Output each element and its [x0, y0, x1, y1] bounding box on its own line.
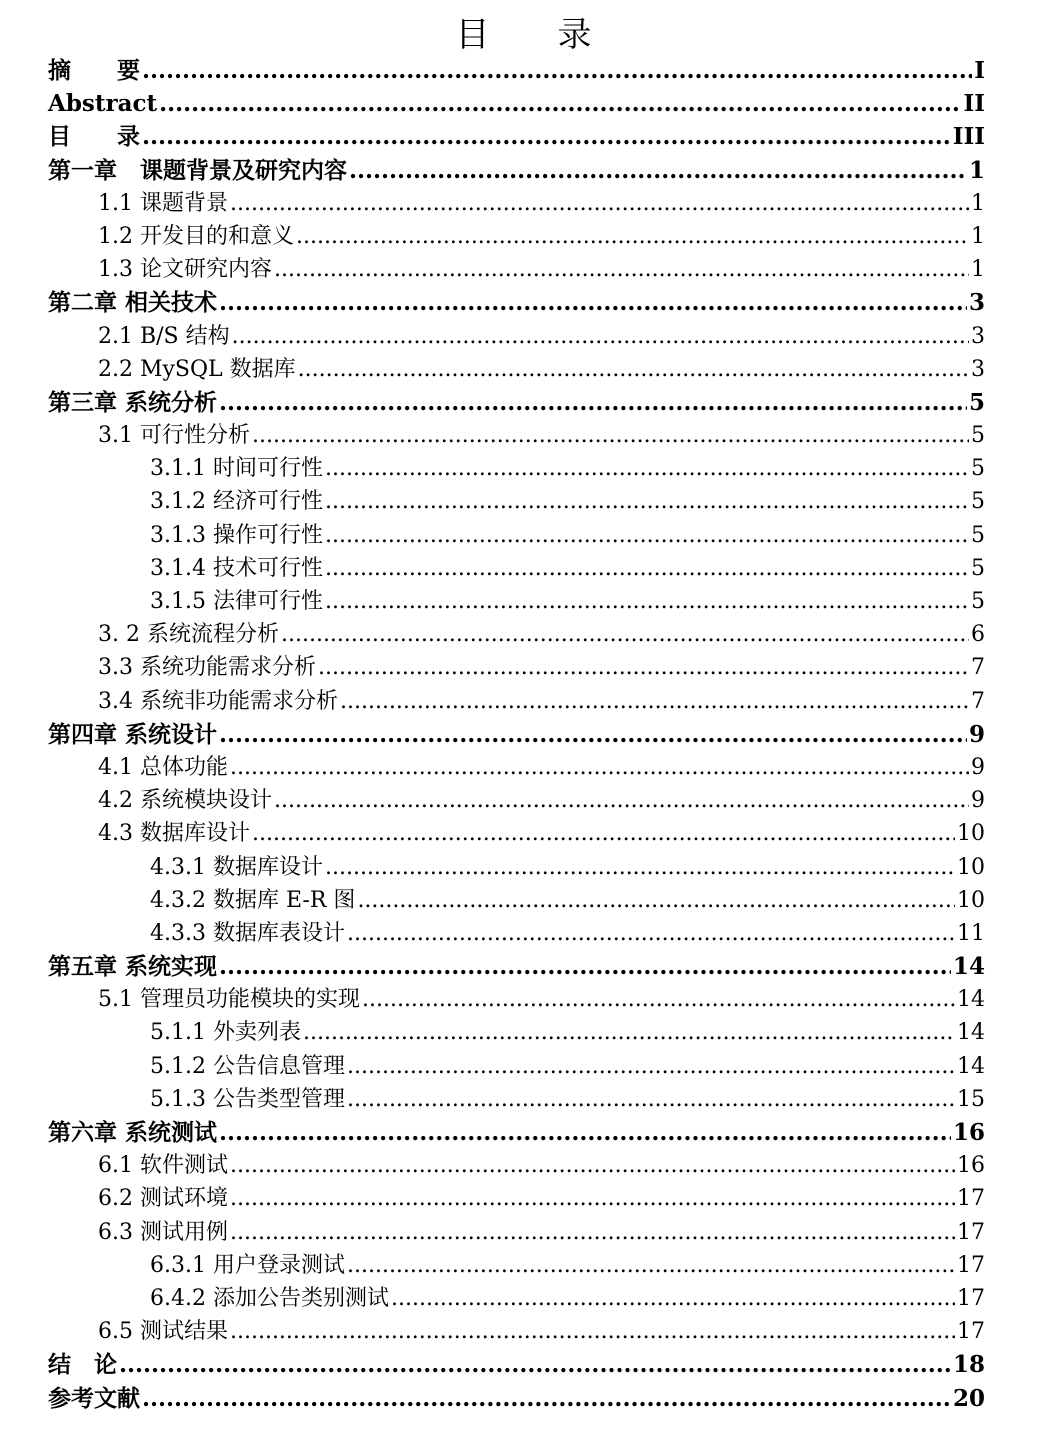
toc-entry-page-number: 1	[968, 156, 985, 184]
toc-leader-dots	[281, 618, 969, 651]
toc-entry-label: 2.1 B/S 结构	[98, 323, 230, 349]
toc-entry-label: 3. 2 系统流程分析	[98, 622, 279, 648]
toc-leader-dots	[252, 419, 969, 452]
toc-entry-label: 参考文献	[48, 1384, 140, 1412]
toc-entry-label: 摘 要	[48, 57, 140, 84]
toc-entry-label: 1.3 论文研究内容	[98, 257, 272, 283]
toc-entry[interactable]	[48, 54, 985, 87]
toc-entry-page-number: 1	[971, 257, 985, 283]
toc-entry-page-number: 14	[957, 987, 985, 1013]
toc-entry-label: 4.3.1 数据库设计	[150, 854, 323, 880]
toc-entry-label: 3.1.2 经济可行性	[150, 489, 323, 515]
toc-entry-label: 第四章 系统设计	[48, 720, 218, 748]
toc-leader-dots	[391, 1282, 955, 1315]
toc-entry[interactable]	[48, 651, 985, 684]
toc-entry[interactable]	[48, 1182, 985, 1215]
table-of-contents	[48, 54, 985, 1415]
toc-entry-page-number: 16	[952, 1119, 985, 1146]
toc-entry-page-number: 18	[952, 1351, 985, 1379]
toc-entry-label: 6.2 测试环境	[98, 1186, 228, 1212]
toc-leader-dots	[159, 87, 961, 120]
toc-entry[interactable]	[48, 851, 985, 884]
toc-entry-label: 6.1 软件测试	[98, 1153, 228, 1179]
toc-entry-label: 第二章 相关技术	[48, 289, 218, 317]
toc-entry-page-number: 1	[971, 223, 985, 249]
toc-leader-dots	[252, 817, 955, 850]
toc-entry-label: 5.1 管理员功能模块的实现	[98, 987, 360, 1013]
toc-entry-page-number: 5	[971, 522, 985, 548]
toc-entry-label: 1.2 开发目的和意义	[98, 223, 294, 249]
toc-entry-page-number: 9	[971, 788, 985, 814]
toc-entry[interactable]	[48, 1050, 985, 1083]
toc-entry[interactable]	[48, 1382, 985, 1415]
toc-entry[interactable]	[48, 419, 985, 452]
toc-entry-page-number: 14	[952, 953, 985, 981]
toc-leader-dots	[347, 1249, 955, 1282]
toc-entry[interactable]	[48, 618, 985, 651]
toc-entry-label: 3.1 可行性分析	[98, 423, 250, 449]
toc-entry[interactable]	[48, 1249, 985, 1282]
toc-leader-dots	[362, 983, 955, 1016]
toc-leader-dots	[230, 1149, 955, 1182]
toc-entry[interactable]	[48, 320, 985, 353]
toc-leader-dots	[219, 1116, 951, 1149]
toc-entry-page-number: 5	[971, 589, 985, 614]
toc-leader-dots	[296, 220, 969, 253]
toc-entry-page-number: 5	[971, 423, 985, 449]
toc-entry[interactable]	[48, 120, 985, 153]
toc-entry[interactable]	[48, 917, 985, 950]
toc-entry-page-number: 11	[957, 920, 985, 946]
toc-leader-dots	[340, 685, 969, 718]
toc-leader-dots	[232, 320, 969, 353]
toc-entry-label: 目 录	[48, 123, 140, 151]
toc-entry-label: 第三章 系统分析	[48, 388, 218, 416]
toc-entry-label: 6.3 测试用例	[98, 1219, 228, 1245]
toc-leader-dots	[142, 54, 972, 87]
toc-entry-page-number: 5	[971, 555, 985, 581]
toc-entry-page-number: 3	[968, 289, 985, 317]
toc-entry[interactable]	[48, 286, 985, 319]
toc-entry-page-number: 5	[968, 388, 985, 416]
toc-entry[interactable]	[48, 784, 985, 817]
toc-entry[interactable]	[48, 884, 985, 917]
toc-entry-page-number: I	[974, 57, 985, 84]
toc-entry-page-number: 14	[957, 1020, 985, 1046]
toc-entry-label: 4.3 数据库设计	[98, 821, 250, 847]
toc-leader-dots	[325, 585, 969, 618]
toc-entry-page-number: 3	[971, 356, 985, 382]
toc-leader-dots	[274, 784, 969, 817]
toc-entry[interactable]	[48, 751, 985, 784]
toc-entry-page-number: 5	[971, 489, 985, 515]
toc-entry[interactable]	[48, 1348, 985, 1381]
toc-entry-page-number: 7	[971, 655, 985, 681]
toc-leader-dots	[219, 286, 967, 319]
toc-leader-dots	[349, 154, 967, 187]
toc-entry-page-number: 9	[968, 720, 985, 748]
toc-entry[interactable]	[48, 817, 985, 850]
toc-entry[interactable]	[48, 552, 985, 585]
toc-entry[interactable]	[48, 585, 985, 618]
toc-entry[interactable]	[48, 220, 985, 253]
toc-entry[interactable]	[48, 983, 985, 1016]
toc-entry[interactable]	[48, 718, 985, 751]
toc-leader-dots	[230, 751, 969, 784]
toc-entry[interactable]	[48, 253, 985, 286]
toc-entry[interactable]	[48, 1282, 985, 1315]
toc-entry-label: 3.1.5 法律可行性	[150, 589, 323, 614]
toc-entry-label: 第一章 课题背景及研究内容	[48, 156, 347, 184]
toc-entry[interactable]	[48, 386, 985, 419]
toc-leader-dots	[347, 917, 955, 950]
toc-leader-dots	[274, 253, 969, 286]
toc-leader-dots	[219, 950, 951, 983]
toc-entry[interactable]	[48, 1016, 985, 1049]
toc-entry-page-number: 17	[957, 1219, 985, 1245]
toc-leader-dots	[325, 452, 969, 485]
toc-entry[interactable]	[48, 485, 985, 518]
toc-leader-dots	[230, 1182, 955, 1215]
toc-entry[interactable]	[48, 154, 985, 187]
toc-entry[interactable]	[48, 1216, 985, 1249]
toc-entry[interactable]	[48, 87, 985, 120]
toc-entry-label: 4.2 系统模块设计	[98, 788, 272, 814]
toc-leader-dots	[347, 1083, 955, 1116]
toc-entry[interactable]	[48, 187, 985, 220]
toc-entry-label: 1.1 课题背景	[98, 190, 228, 216]
toc-leader-dots	[219, 386, 967, 419]
toc-entry-label: 结 论	[48, 1351, 117, 1379]
toc-leader-dots	[230, 1315, 955, 1348]
toc-leader-dots	[325, 519, 969, 552]
toc-entry-page-number: 17	[957, 1252, 985, 1278]
toc-entry-label: 3.3 系统功能需求分析	[98, 655, 316, 681]
page-title: 目 录	[455, 15, 592, 55]
toc-entry-page-number: II	[963, 90, 985, 118]
toc-entry-page-number: III	[952, 123, 985, 151]
toc-leader-dots	[230, 1216, 955, 1249]
toc-entry[interactable]	[48, 950, 985, 983]
toc-entry-page-number: 17	[957, 1319, 985, 1345]
toc-leader-dots	[325, 552, 969, 585]
toc-entry[interactable]	[48, 519, 985, 552]
toc-entry[interactable]	[48, 452, 985, 485]
toc-entry-label: 4.3.2 数据库 E-R 图	[150, 887, 356, 913]
toc-entry-page-number: 6	[971, 622, 985, 648]
toc-entry-label: 2.2 MySQL 数据库	[98, 356, 296, 382]
toc-entry-page-number: 10	[957, 854, 985, 880]
toc-entry[interactable]	[48, 685, 985, 718]
toc-leader-dots	[298, 353, 969, 386]
toc-entry-page-number: 20	[952, 1384, 985, 1412]
toc-entry-label: 5.1.2 公告信息管理	[150, 1053, 345, 1079]
toc-entry-label: 第六章 系统测试	[48, 1119, 218, 1146]
toc-entry-page-number: 3	[971, 323, 985, 349]
toc-entry[interactable]	[48, 1149, 985, 1182]
toc-leader-dots	[325, 851, 955, 884]
toc-entry-page-number: 16	[957, 1153, 985, 1179]
toc-leader-dots	[142, 1382, 951, 1415]
toc-leader-dots	[303, 1016, 955, 1049]
toc-entry[interactable]	[48, 1315, 985, 1348]
toc-entry-page-number: 1	[971, 190, 985, 216]
toc-leader-dots	[119, 1348, 951, 1381]
toc-entry-label: 6.4.2 添加公告类别测试	[150, 1285, 389, 1311]
toc-entry-label: 6.3.1 用户登录测试	[150, 1252, 345, 1278]
toc-entry-page-number: 14	[957, 1053, 985, 1079]
toc-entry-page-number: 7	[971, 688, 985, 714]
toc-entry-label: 3.1.3 操作可行性	[150, 522, 323, 548]
toc-entry[interactable]	[48, 1116, 985, 1149]
toc-entry-label: Abstract	[48, 90, 158, 118]
toc-leader-dots	[357, 884, 955, 917]
toc-entry[interactable]	[48, 353, 985, 386]
toc-entry-page-number: 5	[971, 456, 985, 482]
toc-entry-label: 3.4 系统非功能需求分析	[98, 688, 338, 714]
toc-entry-label: 6.5 测试结果	[98, 1319, 228, 1345]
toc-entry[interactable]	[48, 1083, 985, 1116]
toc-leader-dots	[347, 1050, 955, 1083]
toc-entry-label: 3.1.4 技术可行性	[150, 555, 323, 581]
toc-entry-label: 5.1.3 公告类型管理	[150, 1086, 345, 1112]
toc-leader-dots	[142, 120, 951, 153]
toc-entry-page-number: 15	[957, 1086, 985, 1112]
toc-entry-label: 3.1.1 时间可行性	[150, 456, 323, 482]
toc-entry-label: 4.3.3 数据库表设计	[150, 920, 345, 946]
toc-entry-label: 5.1.1 外卖列表	[150, 1020, 301, 1046]
toc-entry-page-number: 10	[957, 821, 985, 847]
toc-leader-dots	[318, 651, 969, 684]
toc-entry-page-number: 9	[971, 754, 985, 780]
toc-entry-label: 4.1 总体功能	[98, 754, 228, 780]
toc-entry-label: 第五章 系统实现	[48, 953, 218, 981]
toc-leader-dots	[325, 485, 969, 518]
toc-entry-page-number: 17	[957, 1285, 985, 1311]
toc-entry-page-number: 17	[957, 1186, 985, 1212]
toc-leader-dots	[219, 718, 967, 751]
toc-entry-page-number: 10	[957, 887, 985, 913]
toc-leader-dots	[230, 187, 969, 220]
